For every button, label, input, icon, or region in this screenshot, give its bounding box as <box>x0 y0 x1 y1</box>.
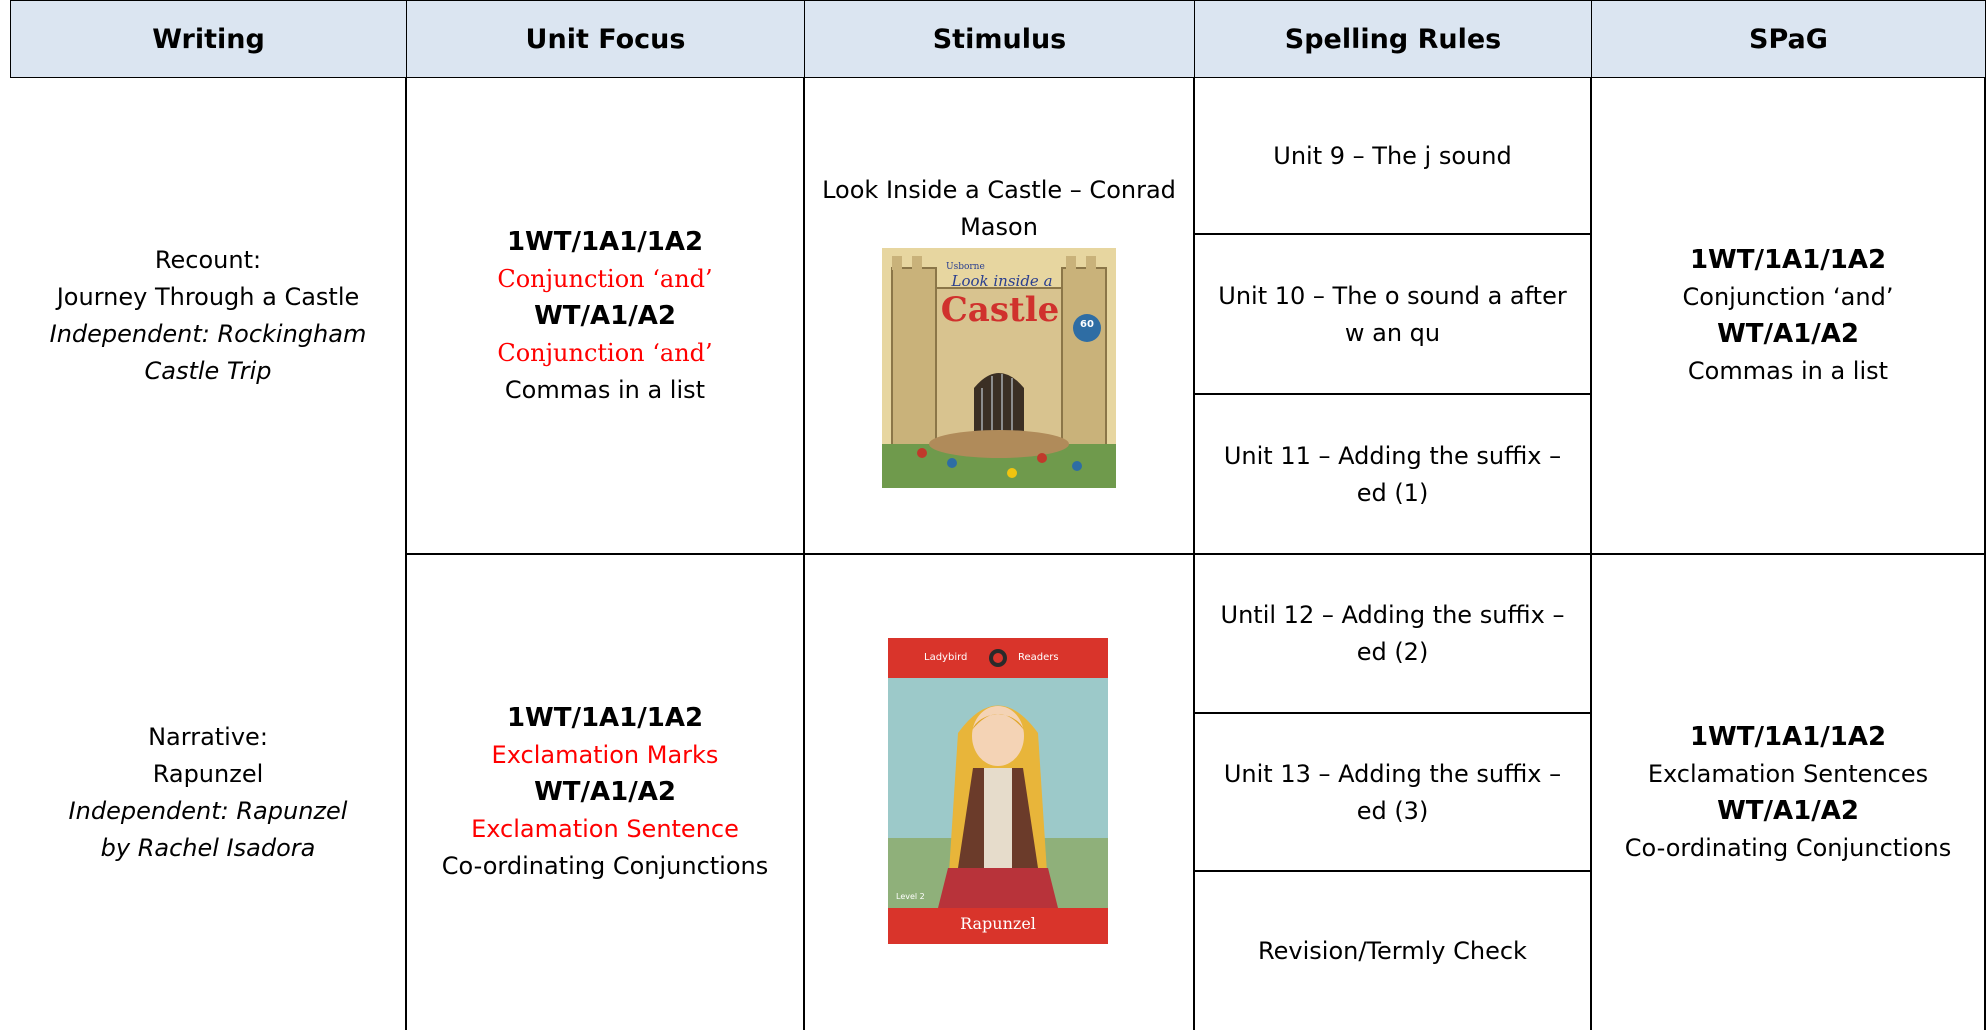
spelling-rule-cont: ed (2) <box>1356 638 1429 666</box>
cover-title: Castle <box>940 290 1060 330</box>
writing-genre: Recount: <box>154 246 262 274</box>
row1-spag-cell <box>1591 78 1985 554</box>
row1-writing-cell <box>10 78 406 554</box>
spelling-rule-cont: ed (1) <box>1356 478 1429 507</box>
row2-writing-cell <box>10 555 406 1030</box>
spag-item: Commas in a list <box>1687 357 1889 385</box>
cover-publisher: Usborne <box>946 262 985 272</box>
objective-code: 1WT/1A1/1A2 <box>506 703 704 733</box>
writing-title: Rapunzel <box>152 759 264 788</box>
spelling-cell <box>1194 714 1591 871</box>
row2-unit-focus-cell <box>406 555 804 1030</box>
focus-item: Commas in a list <box>504 375 706 404</box>
focus-item: Conjunction ‘and’ <box>497 264 713 293</box>
cover-title: Rapunzel <box>960 914 1036 933</box>
cover-subtitle: Look inside a <box>951 272 1053 290</box>
header-writing: Writing <box>10 0 407 78</box>
spelling-rule-cont: ed (3) <box>1356 796 1429 825</box>
spag-item: Conjunction ‘and’ <box>1682 283 1894 311</box>
objective-code: 1WT/1A1/1A2 <box>1689 245 1887 275</box>
castle-book-cover <box>882 248 1116 488</box>
spelling-cell <box>1194 78 1591 234</box>
spelling-rule: Until 12 – Adding the suffix – <box>1220 601 1565 629</box>
row1-stimulus-title <box>804 172 1194 248</box>
header-stimulus: Stimulus <box>804 0 1195 78</box>
cover-series: Readers <box>1018 652 1059 663</box>
spag-item: Exclamation Sentences <box>1647 759 1929 788</box>
focus-item: Exclamation Marks <box>491 741 719 769</box>
writing-independent-cont: Castle Trip <box>144 357 272 385</box>
stimulus-title: Look Inside a Castle – Conrad <box>822 176 1176 204</box>
writing-independent-cont: by Rachel Isadora <box>100 833 316 862</box>
spelling-rule: Revision/Termly Check <box>1258 936 1527 965</box>
focus-item: Conjunction ‘and’ <box>497 338 713 367</box>
header-spag: SPaG <box>1591 0 1986 78</box>
rapunzel-book-cover <box>888 638 1108 944</box>
row2-spag-cell <box>1591 555 1985 1030</box>
spelling-cell <box>1194 555 1591 713</box>
header-spelling-rules: Spelling Rules <box>1194 0 1592 78</box>
spelling-cell <box>1194 872 1591 1030</box>
objective-code: WT/A1/A2 <box>1717 795 1859 826</box>
row1-unit-focus-cell <box>406 78 804 554</box>
focus-item: Exclamation Sentence <box>471 815 739 843</box>
objective-code: WT/A1/A2 <box>534 777 676 807</box>
cover-level: Level 2 <box>896 892 925 901</box>
writing-title: Journey Through a Castle <box>56 283 360 311</box>
objective-code: WT/A1/A2 <box>1717 319 1859 349</box>
objective-code: WT/A1/A2 <box>534 300 676 331</box>
spelling-rule: Unit 13 – Adding the suffix – <box>1223 759 1562 788</box>
spelling-rule: Unit 10 – The o sound a after <box>1218 281 1567 310</box>
spelling-rule: Unit 9 – The j sound <box>1273 141 1512 170</box>
header-unit-focus: Unit Focus <box>406 0 805 78</box>
writing-genre: Narrative: <box>148 722 268 751</box>
writing-independent: Independent: Rapunzel <box>68 796 348 825</box>
cover-badge: 60 <box>1080 319 1094 330</box>
spelling-cell <box>1194 395 1591 554</box>
spelling-rule: Unit 11 – Adding the suffix – <box>1223 441 1562 470</box>
writing-independent: Independent: Rockingham <box>49 320 367 348</box>
objective-code: 1WT/1A1/1A2 <box>506 226 704 257</box>
spelling-rule-cont: w an qu <box>1344 318 1441 347</box>
stimulus-author: Mason <box>960 213 1038 241</box>
cover-publisher: Ladybird <box>924 652 968 663</box>
objective-code: 1WT/1A1/1A2 <box>1689 721 1887 752</box>
focus-item: Co-ordinating Conjunctions <box>441 852 769 880</box>
spelling-cell <box>1194 235 1591 394</box>
spag-item: Co-ordinating Conjunctions <box>1624 833 1952 862</box>
